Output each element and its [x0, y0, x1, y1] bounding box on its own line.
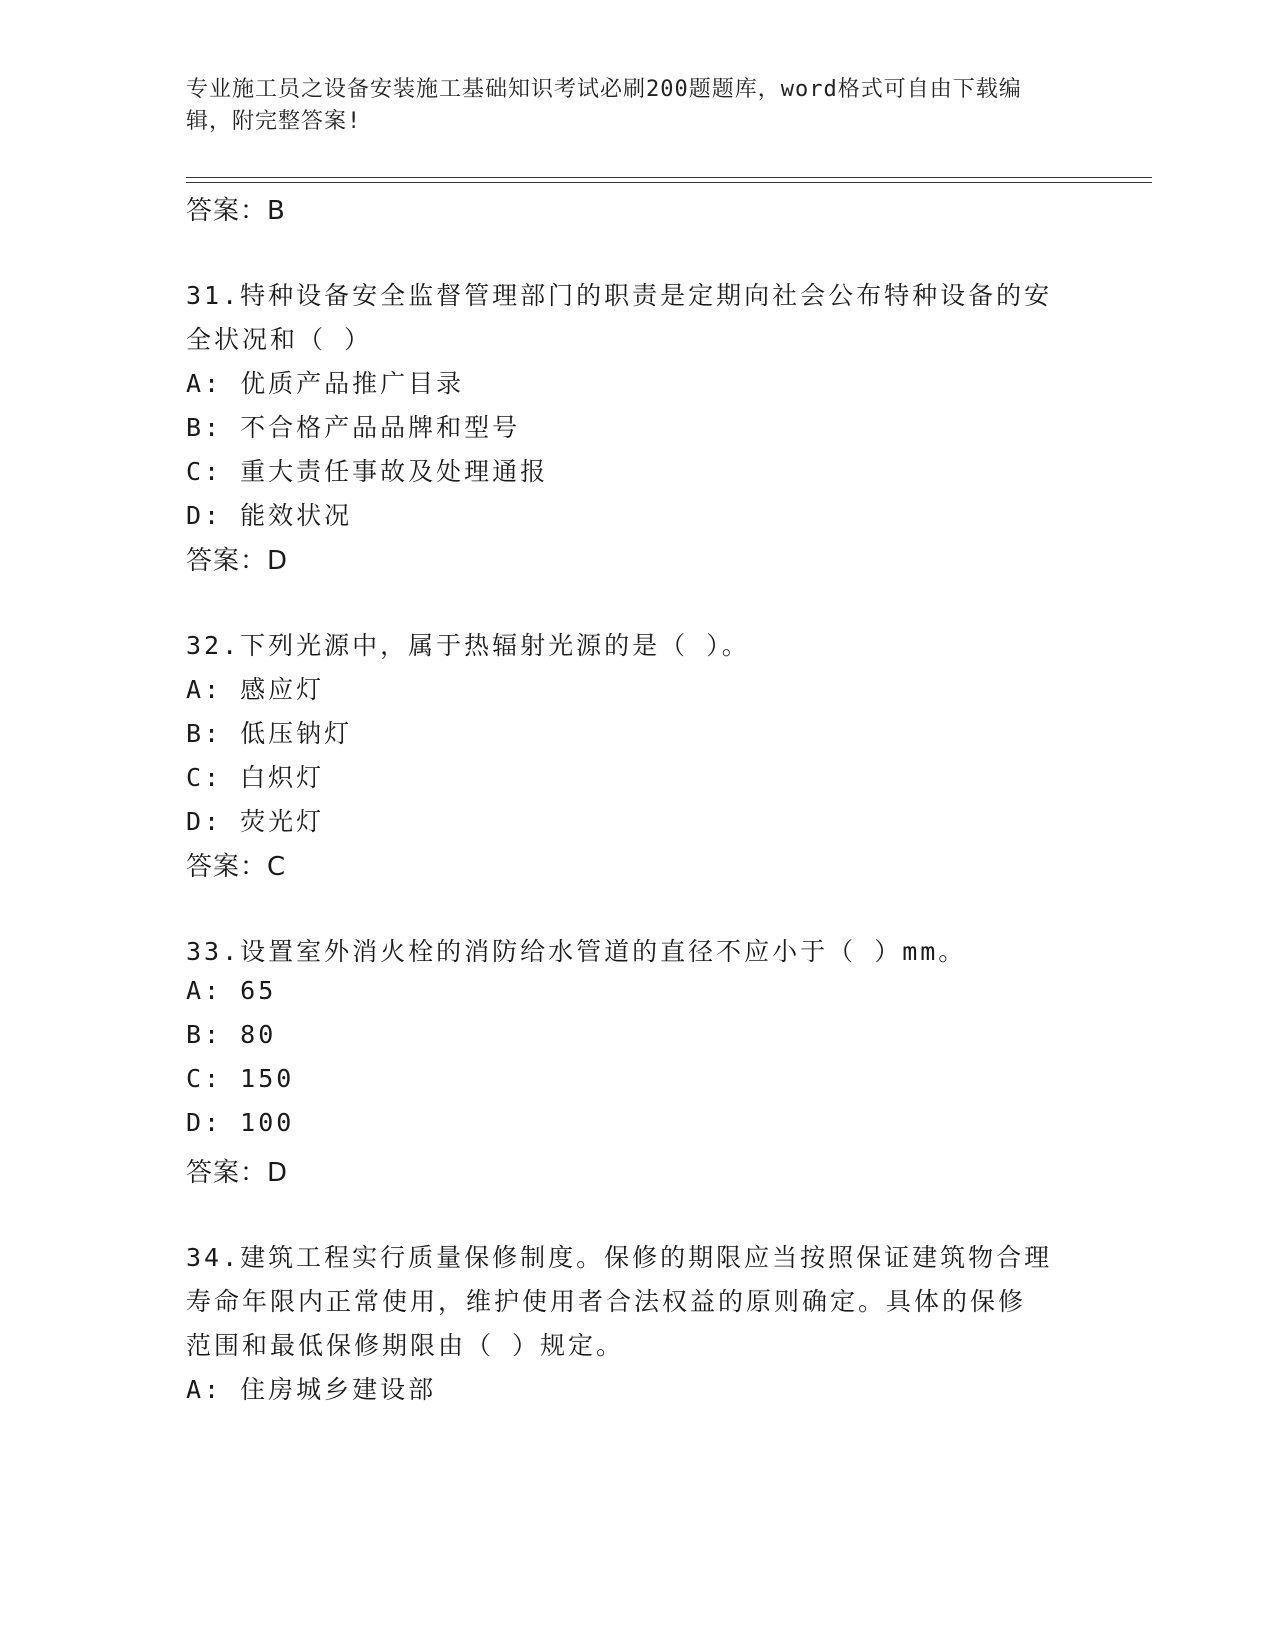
question-stem: 31.特种设备安全监督管理部门的职责是定期向社会公布特种设备的安: [186, 281, 1053, 310]
header-rule-bottom: [186, 182, 1152, 183]
option-d: D: 荧光灯: [186, 807, 325, 836]
option-d: D: 能效状况: [186, 501, 353, 530]
option-a: A: 优质产品推广目录: [186, 369, 465, 398]
option-a: A: 住房城乡建设部: [186, 1375, 437, 1404]
question-stem: 寿命年限内正常使用，维护使用者合法权益的原则确定。具体的保修: [186, 1287, 1027, 1316]
question-stem: 34.建筑工程实行质量保修制度。保修的期限应当按照保证建筑物合理: [186, 1243, 1053, 1272]
option-c: C: 重大责任事故及处理通报: [186, 457, 549, 486]
option-a: A: 感应灯: [186, 675, 325, 704]
option-b: B: 80: [186, 1020, 277, 1049]
option-a: A: 65: [186, 976, 277, 1005]
answer-label: 答案：D: [186, 546, 289, 576]
option-b: B: 不合格产品品牌和型号: [186, 413, 521, 442]
question-stem: 范围和最低保修期限由（ ）规定。: [186, 1331, 625, 1360]
option-c: C: 150: [186, 1064, 295, 1093]
answer-label: 答案：B: [186, 196, 286, 226]
question-stem: 33.设置室外消火栓的消防给水管道的直径不应小于（ ）mm。: [186, 937, 967, 966]
header-rule-top: [186, 177, 1152, 178]
answer-label: 答案：D: [186, 1158, 289, 1188]
document-header: 专业施工员之设备安装施工基础知识考试必刷200题题库，word格式可自由下载编辑，附完整答案!: [186, 77, 1022, 134]
answer-label: 答案：C: [186, 852, 287, 882]
question-stem: 32.下列光源中，属于热辐射光源的是（ ）。: [186, 631, 750, 660]
option-b: B: 低压钠灯: [186, 719, 353, 748]
option-c: C: 白炽灯: [186, 763, 325, 792]
question-stem: 全状况和（ ）: [186, 325, 373, 354]
option-d: D: 100: [186, 1108, 295, 1137]
